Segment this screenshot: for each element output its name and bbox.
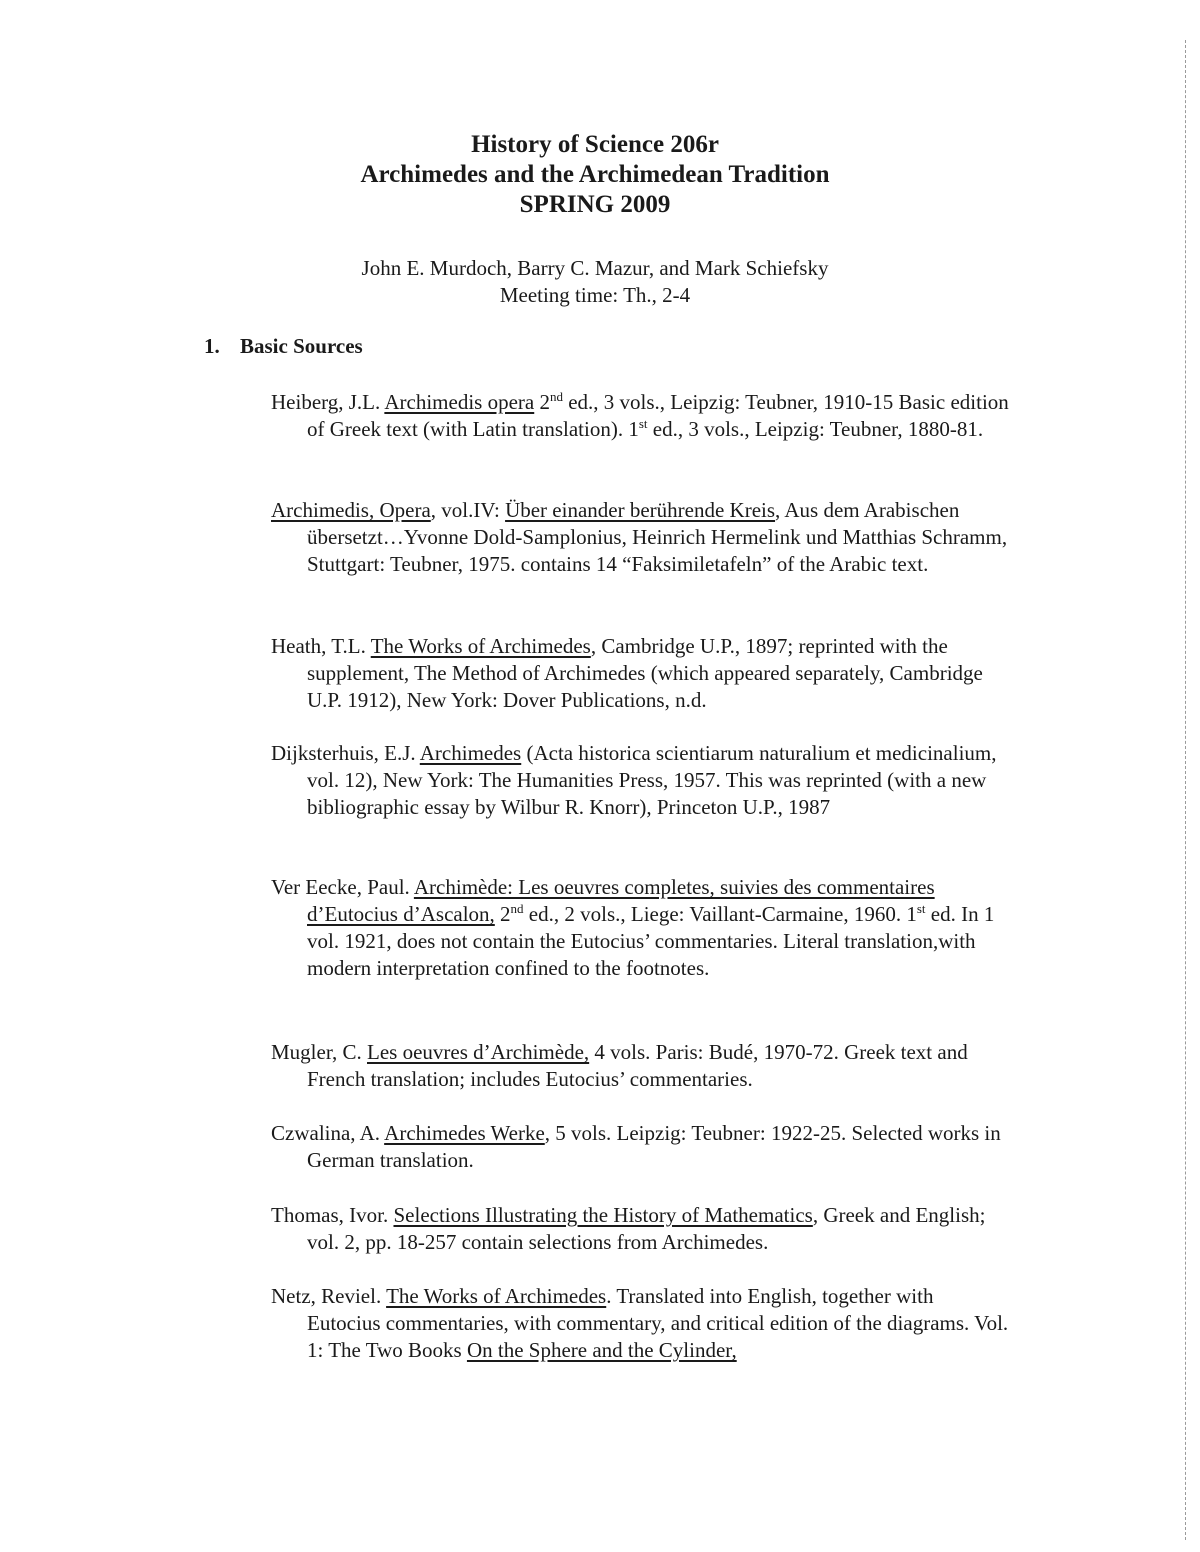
bib-entry-mugler (271, 1039, 1011, 1093)
entry-work-title: The Works of Archimedes (386, 1284, 607, 1308)
entry-text: Czwalina, A. (271, 1121, 385, 1145)
entry-text: Heath, T.L. (271, 634, 371, 658)
entry-work-title: Archimède: Les oeuvres completes, suivies des commentaires d’Eutocius d’Ascalon, (307, 875, 935, 926)
entry-text: ed., 3 vols., Leipzig: Teubner, 1880-81. (647, 417, 984, 441)
ordinal-suffix: st (638, 416, 648, 431)
bib-entry-archimedis-opera (271, 497, 1011, 578)
bib-entry-heiberg (271, 389, 1011, 443)
entry-text: , vol.IV: (430, 498, 506, 522)
bib-entry-thomas (271, 1202, 1011, 1256)
entry-text: Thomas, Ivor. (271, 1203, 394, 1227)
bib-entry-heath (271, 633, 1011, 714)
entry-text: Ver Eecke, Paul. (271, 875, 414, 899)
ordinal-suffix: nd (510, 901, 524, 916)
entry-text: (Acta historica scientiarum naturalium et medicinalium, vol. 12), New York: The Humanities Press, 1957. This was reprinted (with a new bibliographic essay by Wilbur R. Knorr), Princeton U.P., 1987 (307, 741, 997, 819)
course-term: SPRING 2009 (519, 191, 671, 218)
entry-work-title: Les oeuvres d’Archimède, (367, 1040, 590, 1064)
entry-work-title: Selections Illustrating the History of Mathematics (393, 1203, 813, 1227)
entry-text: Mugler, C. (271, 1040, 367, 1064)
course-subtitle: Archimedes and the Archimedean Tradition (360, 161, 830, 188)
entry-work-title: Archimedis opera (384, 390, 535, 414)
entry-work-title: The Works of Archimedes (370, 634, 591, 658)
scan-specks (90, 1528, 790, 1534)
entry-text: , Cambridge U.P., 1897; reprinted with the supplement, The Method of Archimedes (which appeared separately, Cambridge U.P. 1912), New York: Dover Publications, n.d. (307, 634, 983, 712)
ordinal-suffix: nd (549, 389, 563, 404)
entry-text: Heiberg, J.L. (271, 390, 385, 414)
entry-text: ed. In 1 vol. 1921, does not contain the Eutocius’ commentaries. Literal translation,with modern interpretation confined to the footnotes. (307, 902, 995, 980)
entry-work-title: Archimedes (419, 741, 522, 765)
meeting-time: Meeting time: Th., 2-4 (499, 283, 691, 307)
bib-entry-dijksterhuis (271, 740, 1011, 821)
entry-text: , Greek and English; vol. 2, pp. 18-257 contain selections from Archimedes. (307, 1203, 986, 1254)
title-block (0, 130, 1190, 220)
bib-entry-czwalina (271, 1120, 1011, 1174)
entry-text: ed., 3 vols., Leipzig: Teubner, 1910-15 Basic edition of Greek text (with Latin translation). 1 (307, 390, 1009, 441)
entry-text: , 5 vols. Leipzig: Teubner: 1922-25. Selected works in German translation. (307, 1121, 1001, 1172)
instructors: John E. Murdoch, Barry C. Mazur, and Mark Schiefsky (361, 256, 829, 280)
entry-text: . Translated into English, together with Eutocius commentaries, with commentary, and critical edition of the diagrams. Vol. 1: The Two Books (307, 1284, 1009, 1362)
entry-work-title: Über einander berührende Kreis (505, 498, 776, 522)
entry-text: 2 (534, 390, 550, 414)
section-number: 1. (204, 334, 220, 358)
entry-text: 4 vols. Paris: Budé, 1970-72. Greek text and French translation; includes Eutocius’ commentaries. (307, 1040, 968, 1091)
bib-entry-ver-eecke (271, 874, 1011, 982)
entry-text: , Aus dem Arabischen übersetzt…Yvonne Dold-Samplonius, Heinrich Hermelink und Matthias Schramm, Stuttgart: Teubner, 1975. contains 14 “Faksimiletafeln” of the Arabic text. (307, 498, 1008, 576)
entry-text: ed., 2 vols., Liege: Vaillant-Carmaine, 1960. 1 (523, 902, 917, 926)
bib-entry-netz (271, 1283, 1011, 1364)
section-heading (204, 334, 363, 359)
entry-text: 2 (494, 902, 511, 926)
entry-work-title: On the Sphere and the Cylinder, (466, 1338, 737, 1362)
entry-work-title: Archimedes Werke (384, 1121, 545, 1145)
entry-work-title: Archimedis, Opera (271, 498, 431, 522)
section-title: Basic Sources (240, 334, 363, 358)
entry-text: Netz, Reviel. (271, 1284, 387, 1308)
authors-block (0, 255, 1190, 309)
ordinal-suffix: st (916, 901, 926, 916)
course-title: History of Science 206r (471, 131, 719, 158)
entry-text: Dijksterhuis, E.J. (271, 741, 420, 765)
